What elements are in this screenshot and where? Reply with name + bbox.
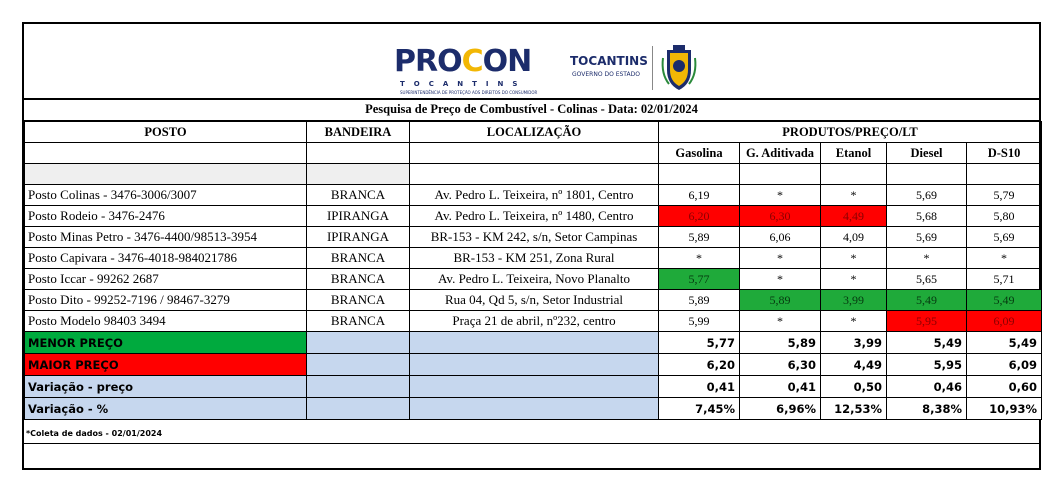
summary-value: 0,60 <box>967 376 1042 398</box>
summary-blank-cell <box>307 332 410 354</box>
posto-cell: Posto Minas Petro - 3476-4400/98513-3954 <box>25 227 307 248</box>
localizacao-cell: Av. Pedro L. Teixeira, nº 1801, Centro <box>410 185 659 206</box>
price-cell: 5,49 <box>887 290 967 311</box>
summary-label: MENOR PREÇO <box>25 332 307 354</box>
summary-blank-cell <box>307 398 410 420</box>
product-header-etanol: Etanol <box>821 143 887 164</box>
summary-value: 0,46 <box>887 376 967 398</box>
summary-value: 8,38% <box>887 398 967 420</box>
posto-cell: Posto Capivara - 3476-4018-984021786 <box>25 248 307 269</box>
empty-header-cell <box>25 143 307 164</box>
table-row <box>25 290 1042 311</box>
spacer-cell <box>307 164 410 185</box>
bandeira-cell: IPIRANGA <box>307 206 410 227</box>
procon-tagline: SUPERINTENDÊNCIA DE PROTEÇÃO AOS DIREITOS DO CONSUMIDOR <box>400 90 538 95</box>
bandeira-cell: BRANCA <box>307 248 410 269</box>
price-cell: 6,06 <box>740 227 821 248</box>
col-header-bandeira: BANDEIRA <box>307 122 410 143</box>
survey-title: Pesquisa de Preço de Combustível - Colinas - Data: 02/01/2024 <box>24 98 1039 121</box>
price-cell: 5,71 <box>967 269 1042 290</box>
localizacao-cell: Rua 04, Qd 5, s/n, Setor Industrial <box>410 290 659 311</box>
price-cell: * <box>821 185 887 206</box>
posto-cell: Posto Modelo 98403 3494 <box>25 311 307 332</box>
procon-wordmark: PROCON <box>394 44 532 79</box>
header-row-products <box>25 143 1042 164</box>
price-table <box>24 121 1042 420</box>
price-cell: 5,89 <box>659 227 740 248</box>
table-row <box>25 206 1042 227</box>
col-header-localizacao: LOCALIZAÇÃO <box>410 122 659 143</box>
price-cell: 4,49 <box>821 206 887 227</box>
price-cell: 5,69 <box>887 227 967 248</box>
state-crest-icon <box>659 44 699 92</box>
spacer-cell <box>967 164 1042 185</box>
summary-value: 0,41 <box>659 376 740 398</box>
product-header-g-aditivada: G. Aditivada <box>740 143 821 164</box>
gov-name: TOCANTINS <box>570 54 648 68</box>
bandeira-cell: BRANCA <box>307 185 410 206</box>
empty-header-cell <box>307 143 410 164</box>
price-cell: 5,89 <box>659 290 740 311</box>
price-cell: 6,30 <box>740 206 821 227</box>
summary-value: 0,41 <box>740 376 821 398</box>
price-cell: 5,80 <box>967 206 1042 227</box>
localizacao-cell: Av. Pedro L. Teixeira, Novo Planalto <box>410 269 659 290</box>
summary-row <box>25 398 1042 420</box>
localizacao-cell: Av. Pedro L. Teixeira, nº 1480, Centro <box>410 206 659 227</box>
table-row <box>25 185 1042 206</box>
price-cell: 3,99 <box>821 290 887 311</box>
spacer-cell <box>740 164 821 185</box>
price-cell: 5,69 <box>967 227 1042 248</box>
spacer-cell <box>25 164 307 185</box>
localizacao-cell: BR-153 - KM 242, s/n, Setor Campinas <box>410 227 659 248</box>
summary-blank-cell <box>307 354 410 376</box>
price-survey-sheet <box>22 22 1041 470</box>
localizacao-cell: Praça 21 de abril, nº232, centro <box>410 311 659 332</box>
summary-label: Variação - preço <box>25 376 307 398</box>
procon-logo <box>394 44 694 94</box>
summary-row <box>25 354 1042 376</box>
footer-divider <box>24 443 1039 444</box>
summary-blank-cell <box>307 376 410 398</box>
summary-blank-cell <box>410 376 659 398</box>
spacer-row <box>25 164 1042 185</box>
posto-cell: Posto Iccar - 99262 2687 <box>25 269 307 290</box>
summary-value: 3,99 <box>821 332 887 354</box>
summary-row <box>25 376 1042 398</box>
summary-value: 5,77 <box>659 332 740 354</box>
price-cell: * <box>740 311 821 332</box>
col-header-posto: POSTO <box>25 122 307 143</box>
price-cell: * <box>659 248 740 269</box>
col-header-produtos: PRODUTOS/PREÇO/LT <box>659 122 1042 143</box>
spacer-cell <box>821 164 887 185</box>
table-row <box>25 248 1042 269</box>
price-cell: 4,09 <box>821 227 887 248</box>
price-cell: * <box>821 269 887 290</box>
price-cell: 5,95 <box>887 311 967 332</box>
product-header-gasolina: Gasolina <box>659 143 740 164</box>
table-row <box>25 269 1042 290</box>
price-cell: 5,68 <box>887 206 967 227</box>
price-cell: * <box>821 248 887 269</box>
price-cell: 6,20 <box>659 206 740 227</box>
summary-label: Variação - % <box>25 398 307 420</box>
summary-value: 5,49 <box>967 332 1042 354</box>
price-cell: * <box>821 311 887 332</box>
header-row-main <box>25 122 1042 143</box>
price-cell: 5,49 <box>967 290 1042 311</box>
summary-value: 7,45% <box>659 398 740 420</box>
posto-cell: Posto Rodeio - 3476-2476 <box>25 206 307 227</box>
price-cell: * <box>740 185 821 206</box>
summary-blank-cell <box>410 398 659 420</box>
summary-blank-cell <box>410 332 659 354</box>
price-cell: 6,09 <box>967 311 1042 332</box>
summary-blank-cell <box>410 354 659 376</box>
price-cell: 5,89 <box>740 290 821 311</box>
price-cell: 5,79 <box>967 185 1042 206</box>
price-cell: 5,69 <box>887 185 967 206</box>
summary-value: 4,49 <box>821 354 887 376</box>
posto-cell: Posto Dito - 99252-7196 / 98467-3279 <box>25 290 307 311</box>
summary-value: 6,30 <box>740 354 821 376</box>
localizacao-cell: BR-153 - KM 251, Zona Rural <box>410 248 659 269</box>
footnote: *Coleta de dados - 02/01/2024 <box>26 429 163 438</box>
summary-value: 12,53% <box>821 398 887 420</box>
summary-value: 5,49 <box>887 332 967 354</box>
price-cell: * <box>740 269 821 290</box>
table-row <box>25 227 1042 248</box>
price-cell: * <box>967 248 1042 269</box>
posto-cell: Posto Colinas - 3476-3006/3007 <box>25 185 307 206</box>
summary-row <box>25 332 1042 354</box>
summary-value: 5,95 <box>887 354 967 376</box>
price-cell: 5,99 <box>659 311 740 332</box>
price-cell: 5,65 <box>887 269 967 290</box>
bandeira-cell: BRANCA <box>307 311 410 332</box>
product-header-diesel: Diesel <box>887 143 967 164</box>
summary-value: 10,93% <box>967 398 1042 420</box>
summary-value: 0,50 <box>821 376 887 398</box>
summary-value: 6,09 <box>967 354 1042 376</box>
bandeira-cell: IPIRANGA <box>307 227 410 248</box>
table-row <box>25 311 1042 332</box>
header-logo-area <box>24 24 1039 100</box>
price-cell: * <box>740 248 821 269</box>
spacer-cell <box>410 164 659 185</box>
spacer-cell <box>887 164 967 185</box>
summary-value: 6,20 <box>659 354 740 376</box>
price-cell: 5,77 <box>659 269 740 290</box>
bandeira-cell: BRANCA <box>307 269 410 290</box>
empty-header-cell <box>410 143 659 164</box>
summary-label: MAIOR PREÇO <box>25 354 307 376</box>
summary-value: 6,96% <box>740 398 821 420</box>
gov-subtitle: GOVERNO DO ESTADO <box>572 71 640 78</box>
logo-divider <box>652 46 653 90</box>
price-cell: * <box>887 248 967 269</box>
spacer-cell <box>659 164 740 185</box>
bandeira-cell: BRANCA <box>307 290 410 311</box>
price-cell: 6,19 <box>659 185 740 206</box>
procon-state-label: TOCANTINS <box>400 80 527 88</box>
summary-value: 5,89 <box>740 332 821 354</box>
product-header-d-s10: D-S10 <box>967 143 1042 164</box>
